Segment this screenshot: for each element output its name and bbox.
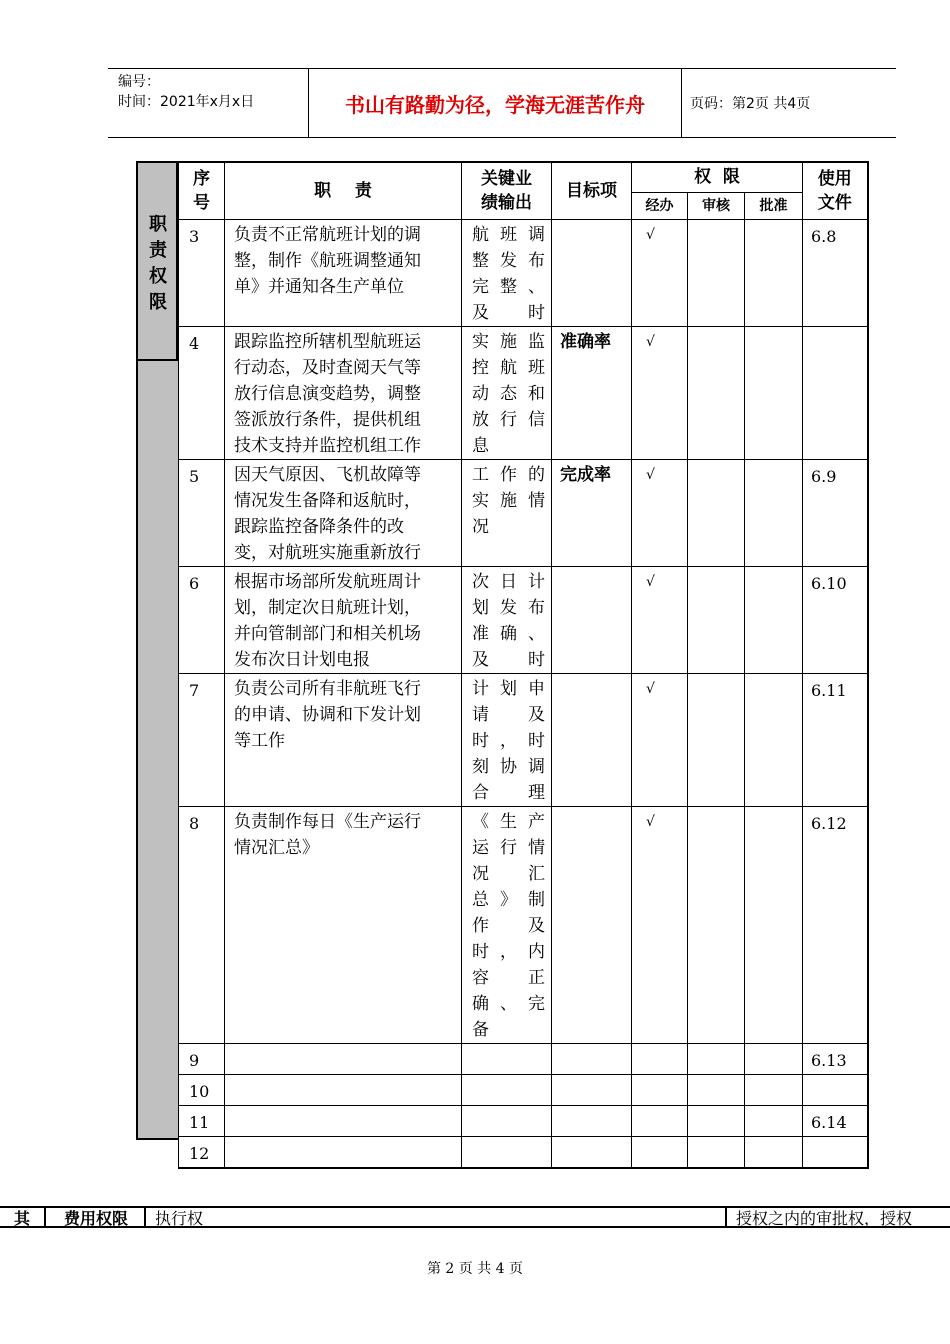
row-number: 8 bbox=[179, 806, 225, 1043]
row-review bbox=[688, 1074, 745, 1105]
row-target: 准确率 bbox=[552, 326, 632, 459]
row-number: 11 bbox=[179, 1105, 225, 1136]
kpi-line: 时 ， 时 bbox=[472, 730, 545, 751]
approval-right: 授权之内的审批权，授权 bbox=[736, 1209, 913, 1228]
row-kpi bbox=[462, 219, 552, 326]
row-duty bbox=[225, 219, 462, 326]
header-meta bbox=[108, 69, 309, 137]
row-doc: 6.8 bbox=[803, 219, 868, 326]
row-handle: √ bbox=[632, 219, 688, 326]
row-approve bbox=[745, 326, 803, 459]
kpi-line: 容 正 bbox=[472, 967, 545, 988]
row-handle bbox=[632, 1074, 688, 1105]
expense-authority-row bbox=[0, 1206, 950, 1228]
number-label: 编号： bbox=[118, 74, 160, 90]
table-row bbox=[179, 566, 868, 673]
col-target: 目标项 bbox=[552, 162, 632, 219]
row-approve bbox=[745, 1074, 803, 1105]
table-row bbox=[179, 459, 868, 566]
col-review: 审核 bbox=[688, 192, 745, 219]
table-row bbox=[179, 219, 868, 326]
duty-line: 单》并通知各生产单位 bbox=[234, 276, 404, 297]
row-review bbox=[688, 326, 745, 459]
duty-line: 情况发生备降和返航时， bbox=[234, 490, 421, 511]
kpi-line: 航 班 调 bbox=[472, 224, 545, 245]
execution-right: 执行权 bbox=[155, 1209, 204, 1228]
kpi-line: 完 整 、 bbox=[472, 276, 545, 297]
table-row bbox=[179, 1074, 868, 1105]
duty-line: 负责不正常航班计划的调 bbox=[234, 224, 421, 245]
col-docs-l1: 使用 bbox=[817, 168, 852, 189]
row-number: 7 bbox=[179, 673, 225, 806]
row-handle: √ bbox=[632, 326, 688, 459]
duty-line: 变，对航班实施重新放行 bbox=[234, 542, 421, 563]
row-doc: 6.10 bbox=[803, 566, 868, 673]
kpi-line: 况 汇 bbox=[472, 863, 545, 884]
row-review bbox=[688, 1105, 745, 1136]
row-approve bbox=[745, 1136, 803, 1168]
row-target bbox=[552, 1136, 632, 1168]
row-number: 9 bbox=[179, 1043, 225, 1074]
col-seq-l2: 号 bbox=[193, 192, 210, 213]
kpi-line: 放 行 信 bbox=[472, 409, 545, 430]
row-number: 5 bbox=[179, 459, 225, 566]
row-target: 完成率 bbox=[552, 459, 632, 566]
row-number: 12 bbox=[179, 1136, 225, 1168]
row-target bbox=[552, 806, 632, 1043]
duty-table bbox=[178, 161, 869, 1169]
row-handle: √ bbox=[632, 806, 688, 1043]
row-target bbox=[552, 1043, 632, 1074]
row-review bbox=[688, 1043, 745, 1074]
table-row bbox=[179, 1105, 868, 1136]
row-doc bbox=[803, 1136, 868, 1168]
side-label-char: 责 bbox=[149, 240, 167, 261]
row-review bbox=[688, 566, 745, 673]
duty-line: 划，制定次日航班计划， bbox=[234, 597, 421, 618]
col-kpi bbox=[462, 162, 552, 219]
duty-line: 发布次日计划电报 bbox=[234, 649, 370, 670]
table-row bbox=[179, 1043, 868, 1074]
row-review bbox=[688, 806, 745, 1043]
row-doc: 6.9 bbox=[803, 459, 868, 566]
kpi-line: 总 》 制 bbox=[472, 889, 545, 910]
kpi-line: 息 bbox=[472, 435, 489, 456]
col-seq-l1: 序 bbox=[193, 168, 210, 189]
kpi-line: 及时 bbox=[472, 302, 545, 323]
row-target bbox=[552, 1105, 632, 1136]
kpi-line: 请 及 bbox=[472, 704, 545, 725]
row-duty bbox=[225, 566, 462, 673]
duty-line: 等工作 bbox=[234, 730, 285, 751]
row-kpi bbox=[462, 806, 552, 1043]
row-kpi bbox=[462, 1043, 552, 1074]
duty-line: 跟踪监控所辖机型航班运 bbox=[234, 331, 421, 352]
row-target bbox=[552, 673, 632, 806]
col-approve: 批准 bbox=[745, 192, 803, 219]
side-label-char: 限 bbox=[149, 292, 167, 313]
side-label-char: 职 bbox=[149, 214, 167, 235]
row-review bbox=[688, 459, 745, 566]
kpi-line: 合理 bbox=[472, 782, 545, 803]
row-kpi bbox=[462, 326, 552, 459]
motto: 书山有路勤为径，学海无涯苦作舟 bbox=[309, 69, 682, 137]
duty-line: 整，制作《航班调整通知 bbox=[234, 250, 421, 271]
duty-line: 情况汇总》 bbox=[234, 837, 319, 858]
row-handle bbox=[632, 1105, 688, 1136]
row-doc: 6.14 bbox=[803, 1105, 868, 1136]
table-row bbox=[179, 806, 868, 1043]
row-doc: 6.11 bbox=[803, 673, 868, 806]
row-target bbox=[552, 1074, 632, 1105]
table-row bbox=[179, 326, 868, 459]
row-kpi bbox=[462, 673, 552, 806]
duty-line: 技术支持并监控机组工作 bbox=[234, 435, 421, 456]
row-doc bbox=[803, 1074, 868, 1105]
duty-line: 签派放行条件，提供机组 bbox=[234, 409, 421, 430]
date-label: 时间：2021年x月x日 bbox=[118, 94, 255, 110]
row-target bbox=[552, 219, 632, 326]
row-handle bbox=[632, 1136, 688, 1168]
row-handle bbox=[632, 1043, 688, 1074]
kpi-line: 况 bbox=[472, 516, 489, 537]
row-number: 3 bbox=[179, 219, 225, 326]
row-approve bbox=[745, 1043, 803, 1074]
duty-line: 因天气原因、飞机故障等 bbox=[234, 464, 421, 485]
row-number: 10 bbox=[179, 1074, 225, 1105]
bottom-separator bbox=[725, 1208, 727, 1228]
row-number: 4 bbox=[179, 326, 225, 459]
row-handle: √ bbox=[632, 673, 688, 806]
kpi-line: 实 施 监 bbox=[472, 331, 545, 352]
kpi-line: 动 态 和 bbox=[472, 383, 545, 404]
col-kpi-l1: 关键业 bbox=[481, 168, 532, 189]
col-docs bbox=[803, 162, 868, 219]
row-duty bbox=[225, 459, 462, 566]
page-header bbox=[108, 68, 896, 138]
duty-line: 根据市场部所发航班周计 bbox=[234, 571, 421, 592]
row-approve bbox=[745, 566, 803, 673]
row-approve bbox=[745, 459, 803, 566]
row-doc: 6.13 bbox=[803, 1043, 868, 1074]
row-target bbox=[552, 566, 632, 673]
row-handle: √ bbox=[632, 459, 688, 566]
duty-line: 行动态，及时查阅天气等 bbox=[234, 357, 421, 378]
row-kpi bbox=[462, 1136, 552, 1168]
row-duty bbox=[225, 1136, 462, 1168]
row-kpi bbox=[462, 566, 552, 673]
col-kpi-l2: 绩输出 bbox=[481, 192, 532, 213]
col-handle: 经办 bbox=[632, 192, 688, 219]
side-label-char: 权 bbox=[149, 266, 167, 287]
row-review bbox=[688, 1136, 745, 1168]
duty-line: 并向管制部门和相关机场 bbox=[234, 623, 421, 644]
row-number: 6 bbox=[179, 566, 225, 673]
page-footer: 第 2 页 共 4 页 bbox=[426, 1261, 524, 1277]
row-duty bbox=[225, 1074, 462, 1105]
duty-line: 负责公司所有非航班飞行 bbox=[234, 678, 421, 699]
row-approve bbox=[745, 219, 803, 326]
kpi-line: 次 日 计 bbox=[472, 571, 545, 592]
kpi-line: 准 确 、 bbox=[472, 623, 545, 644]
duty-line: 负责制作每日《生产运行 bbox=[234, 811, 421, 832]
row-doc: 6.12 bbox=[803, 806, 868, 1043]
col-docs-l2: 文件 bbox=[817, 192, 852, 213]
kpi-line: 备 bbox=[472, 1019, 489, 1040]
row-duty bbox=[225, 1043, 462, 1074]
row-duty bbox=[225, 326, 462, 459]
kpi-line: 及时 bbox=[472, 649, 545, 670]
row-approve bbox=[745, 673, 803, 806]
row-approve bbox=[745, 1105, 803, 1136]
kpi-line: 计 划 申 bbox=[472, 678, 545, 699]
kpi-line: 确 、 完 bbox=[472, 993, 545, 1014]
page-label: 页码：第2页 共4页 bbox=[690, 96, 811, 112]
col-seq bbox=[179, 162, 225, 219]
row-duty bbox=[225, 1105, 462, 1136]
row-approve bbox=[745, 806, 803, 1043]
kpi-line: 作 及 bbox=[472, 915, 545, 936]
col-duty: 职 责 bbox=[225, 162, 462, 219]
row-kpi bbox=[462, 1105, 552, 1136]
kpi-line: 刻 协 调 bbox=[472, 756, 545, 777]
row-handle: √ bbox=[632, 566, 688, 673]
row-duty bbox=[225, 673, 462, 806]
row-doc bbox=[803, 326, 868, 459]
side-label bbox=[146, 212, 170, 316]
expense-authority-label: 费用权限 bbox=[48, 1208, 146, 1228]
duty-line: 的申请、协调和下发计划 bbox=[234, 704, 421, 725]
col-authority: 权 限 bbox=[632, 162, 803, 192]
table-row bbox=[179, 1136, 868, 1168]
row-review bbox=[688, 673, 745, 806]
row-review bbox=[688, 219, 745, 326]
kpi-line: 《 生 产 bbox=[472, 811, 545, 832]
kpi-line: 实 施 情 bbox=[472, 490, 545, 511]
row-kpi bbox=[462, 1074, 552, 1105]
table-row bbox=[179, 673, 868, 806]
duty-line: 放行信息演变趋势，调整 bbox=[234, 383, 421, 404]
kpi-line: 工 作 的 bbox=[472, 464, 545, 485]
kpi-line: 控 航 班 bbox=[472, 357, 545, 378]
row-kpi bbox=[462, 459, 552, 566]
kpi-line: 划 发 布 bbox=[472, 597, 545, 618]
kpi-line: 时 ， 内 bbox=[472, 941, 545, 962]
duty-line: 跟踪监控备降条件的改 bbox=[234, 516, 404, 537]
kpi-line: 整 发 布 bbox=[472, 250, 545, 271]
kpi-line: 运 行 情 bbox=[472, 837, 545, 858]
bottom-c1: 其 bbox=[0, 1208, 46, 1228]
row-duty bbox=[225, 806, 462, 1043]
